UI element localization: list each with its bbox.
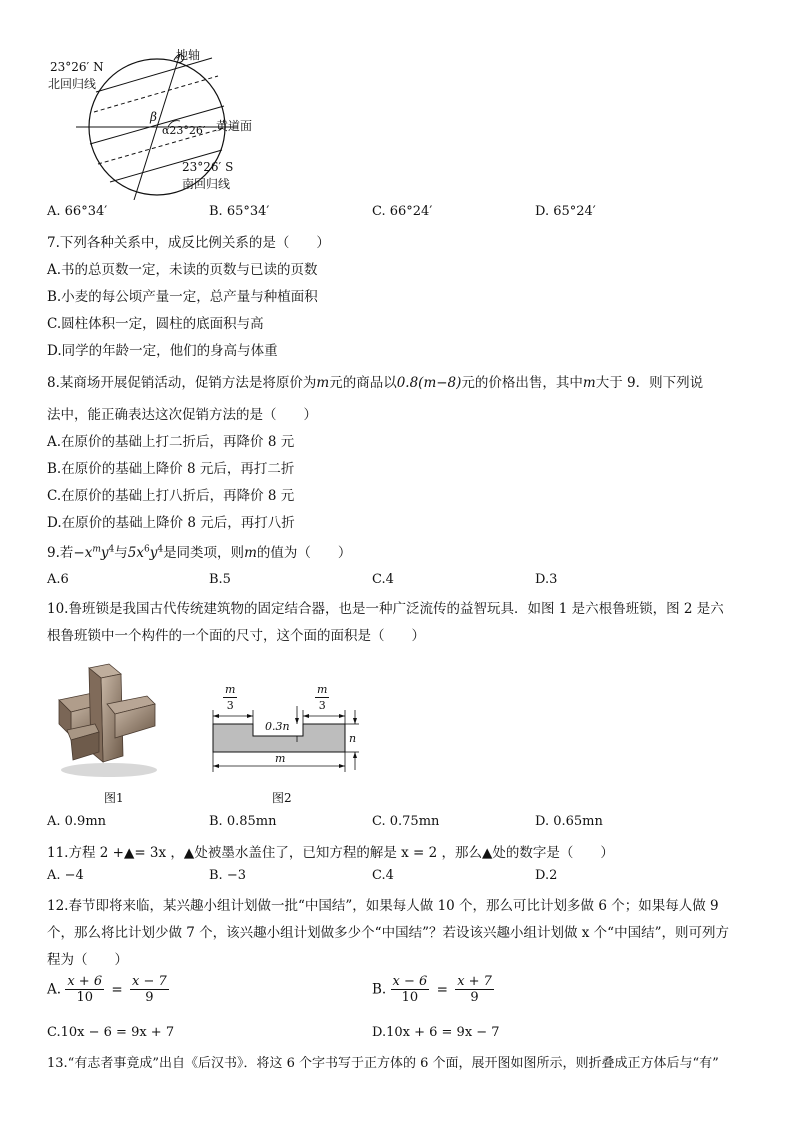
q10-option-a: A. 0.9mn <box>47 814 107 829</box>
q6-option-a: A. 66°34′ <box>47 204 108 219</box>
q12-stem-line2: 个，那么将比计划少做 7 个，该兴趣小组计划做多少个“中国结”？若设该兴趣小组计划做 x 个“中国结”，则可列方 <box>47 925 729 941</box>
south-lat-label: 23°26′ S <box>182 160 234 174</box>
dim-right-fraction: $\frac{m}{3}$ <box>317 683 328 712</box>
q13-stem: 13.“有志者事竟成”出自《后汉书》．将这 6 个字书写于正方体的 6 个面，展开图如图所示，则折叠成正方体后与“有” <box>47 1056 719 1071</box>
q7-option-d: D.同学的年龄一定，他们的身高与体重 <box>47 343 278 359</box>
dim-left-fraction: $\frac{m}{3}$ <box>225 683 236 712</box>
figure1-label: 图1 <box>104 791 124 805</box>
q9-option-c: C.4 <box>372 572 394 587</box>
beta-label: β <box>150 110 157 124</box>
q11-option-d: D.2 <box>535 868 558 883</box>
q8-stem-line2: 法中，能正确表达这次促销方法的是（ ） <box>47 407 317 423</box>
q9-option-d: D.3 <box>535 572 558 587</box>
q6-option-b: B. 65°34′ <box>209 204 270 219</box>
dim-n-label: n <box>349 732 357 745</box>
q10-stem-line1: 10.鲁班锁是我国古代传统建筑物的固定结合器，也是一种广泛流传的益智玩具．如图 1 是六根鲁班锁，图 2 是六 <box>47 601 724 617</box>
ecliptic-label: 黄道面 <box>216 119 253 133</box>
q11-stem: 11.方程 2 +▲= 3x ，▲处被墨水盖住了，已知方程的解是 x = 2 ，那么▲处的数字是（ ） <box>47 845 614 861</box>
q11-option-a: A. −4 <box>47 868 84 883</box>
q12-option-a: A. $\frac{x + 6}{10}$ = $\frac{x - 7}{9}$ <box>47 974 167 1005</box>
luban-dimension-figure <box>205 680 365 780</box>
q6-option-d: D. 65°24′ <box>535 204 596 219</box>
latitude-line-2 <box>94 76 218 112</box>
q12-option-b: B. $\frac{x - 6}{10}$ = $\frac{x + 7}{9}$ <box>372 974 492 1005</box>
earth-figure <box>40 40 300 200</box>
q8-option-d: D.在原价的基础上降价 8 元后，再打八折 <box>47 515 295 531</box>
luban-lock-image <box>47 660 162 780</box>
figure2-label: 图2 <box>272 791 292 805</box>
dim-m-label: m <box>275 752 286 765</box>
q8-expression: 0.8(m−8) <box>396 375 462 391</box>
q11-option-b: B. −3 <box>209 868 246 883</box>
q9-stem: 9.若$-x^my^4$与$5x^6y^4$是同类项，则m的值为（ ） <box>47 544 352 561</box>
q8-var-m: m <box>316 375 330 391</box>
q9-option-a: A.6 <box>47 572 69 587</box>
q11-option-c: C.4 <box>372 868 394 883</box>
q12-stem-line1: 12.春节即将来临，某兴趣小组计划做一批“中国结”，如果每人做 10 个，那么可比计划多做 6 个；如果每人做 9 <box>47 898 719 914</box>
q10-option-c: C. 0.75mn <box>372 814 440 829</box>
q6-option-c: C. 66°24′ <box>372 204 433 219</box>
dim-03n-label: 0.3n <box>265 720 290 733</box>
earth-axis-label: 地轴 <box>176 48 201 62</box>
q12-option-c: C.10x − 6 = 9x + 7 <box>47 1025 175 1040</box>
q7-option-a: A.书的总页数一定，未读的页数与已读的页数 <box>47 262 318 278</box>
q7-stem: 7.下列各种关系中，成反比例关系的是（ ） <box>47 235 330 251</box>
q9-option-b: B.5 <box>209 572 231 587</box>
alpha-angle-label: α23°26′ <box>162 124 206 137</box>
q7-option-c: C.圆柱体积一定，圆柱的底面积与高 <box>47 316 264 332</box>
q8-option-a: A.在原价的基础上打二折后，再降价 8 元 <box>47 434 295 450</box>
q7-option-b: B.小麦的每公顷产量一定，总产量与种植面积 <box>47 289 318 305</box>
q8-option-b: B.在原价的基础上降价 8 元后，再打二折 <box>47 461 295 477</box>
south-tropic-label: 南回归线 <box>182 177 231 191</box>
q12-option-d: D.10x + 6 = 9x − 7 <box>372 1025 500 1040</box>
q12-stem-line3: 程为（ ） <box>47 952 128 968</box>
north-lat-label: 23°26′ N <box>50 60 104 74</box>
q10-option-b: B. 0.85mn <box>209 814 277 829</box>
q10-option-d: D. 0.65mn <box>535 814 603 829</box>
q8-stem-line1: 8.某商场开展促销活动，促销方法是将原价为m元的商品以0.8(m−8)元的价格出售，其中m大于 9．则下列说 <box>47 375 704 391</box>
q10-stem-line2: 根鲁班锁中一个构件的一个面的尺寸，这个面的面积是（ ） <box>47 628 425 644</box>
q8-option-c: C.在原价的基础上打八折后，再降价 8 元 <box>47 488 295 504</box>
north-tropic-label: 北回归线 <box>48 77 97 91</box>
